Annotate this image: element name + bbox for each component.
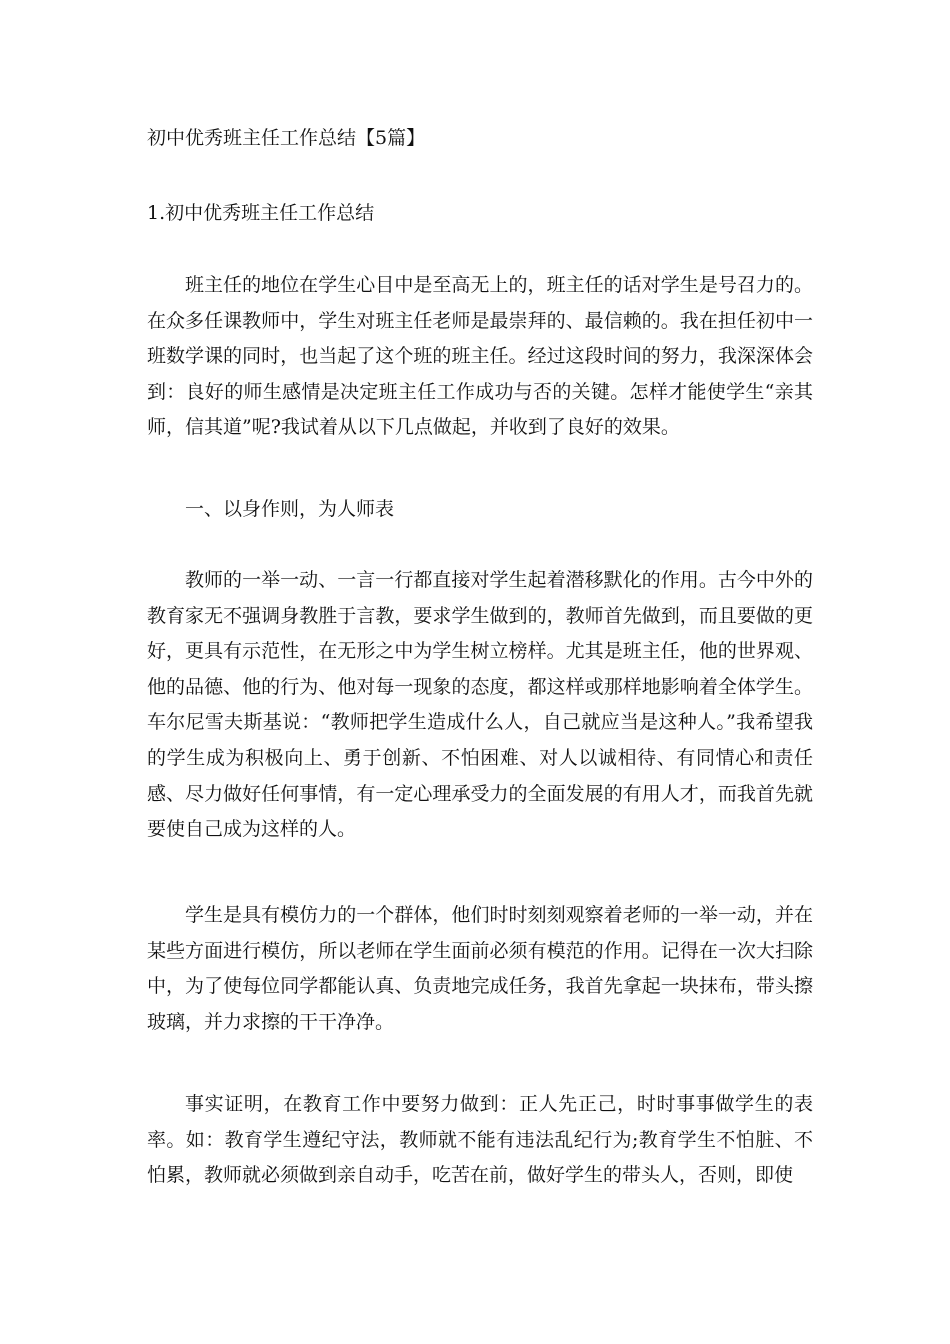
document-title: 初中优秀班主任工作总结【5篇】 — [147, 127, 426, 149]
section-heading: 一、以身作则，为人师表 — [185, 498, 395, 520]
intro-paragraph: 班主任的地位在学生心目中是至高无上的，班主任的话对学生是号召力的。在众多任课教师中，学生对班主任老师是最崇拜的、最信赖的。我在担任初中一班数学课的同时，也当起了这个班的班主任。经过这段时间的努力，我深深体会到：良好的师生感情是决定班主任工作成功与否的关键。怎样才能使学生“亲其师，信其道”呢?我试着从以下几点做起，并收到了良好的效果。 — [147, 274, 813, 439]
body-paragraph-3: 事实证明，在教育工作中要努力做到：正人先正己，时时事事做学生的表率。如：教育学生遵纪守法，教师就不能有违法乱纪行为;教育学生不怕脏、不怕累，教师就必须做到亲自动手，吃苦在前，做好学生的带头人，否则，即使 — [147, 1093, 813, 1187]
body-paragraph-2: 学生是具有模仿力的一个群体，他们时时刻刻观察着老师的一举一动，并在某些方面进行模仿，所以老师在学生面前必须有模范的作用。记得在一次大扫除中，为了使每位同学都能认真、负责地完成任务，我首先拿起一块抹布，带头擦玻璃，并力求擦的干干净净。 — [147, 904, 813, 1033]
body-paragraph-1: 教师的一举一动、一言一行都直接对学生起着潜移默化的作用。古今中外的教育家无不强调身教胜于言教，要求学生做到的，教师首先做到，而且要做的更好，更具有示范性，在无形之中为学生树立榜样。尤其是班主任，他的世界观、他的品德、他的行为、他对每一现象的态度，都这样或那样地影响着全体学生。车尔尼雪夫斯基说：“教师把学生造成什么人，自己就应当是这种人。”我希望我的学生成为积极向上、勇于创新、不怕困难、对人以诚相待、有同情心和责任感、尽力做好任何事情，有一定心理承受力的全面发展的有用人才，而我首先就要使自己成为这样的人。 — [147, 569, 813, 841]
section-title: 1.初中优秀班主任工作总结 — [147, 202, 375, 224]
